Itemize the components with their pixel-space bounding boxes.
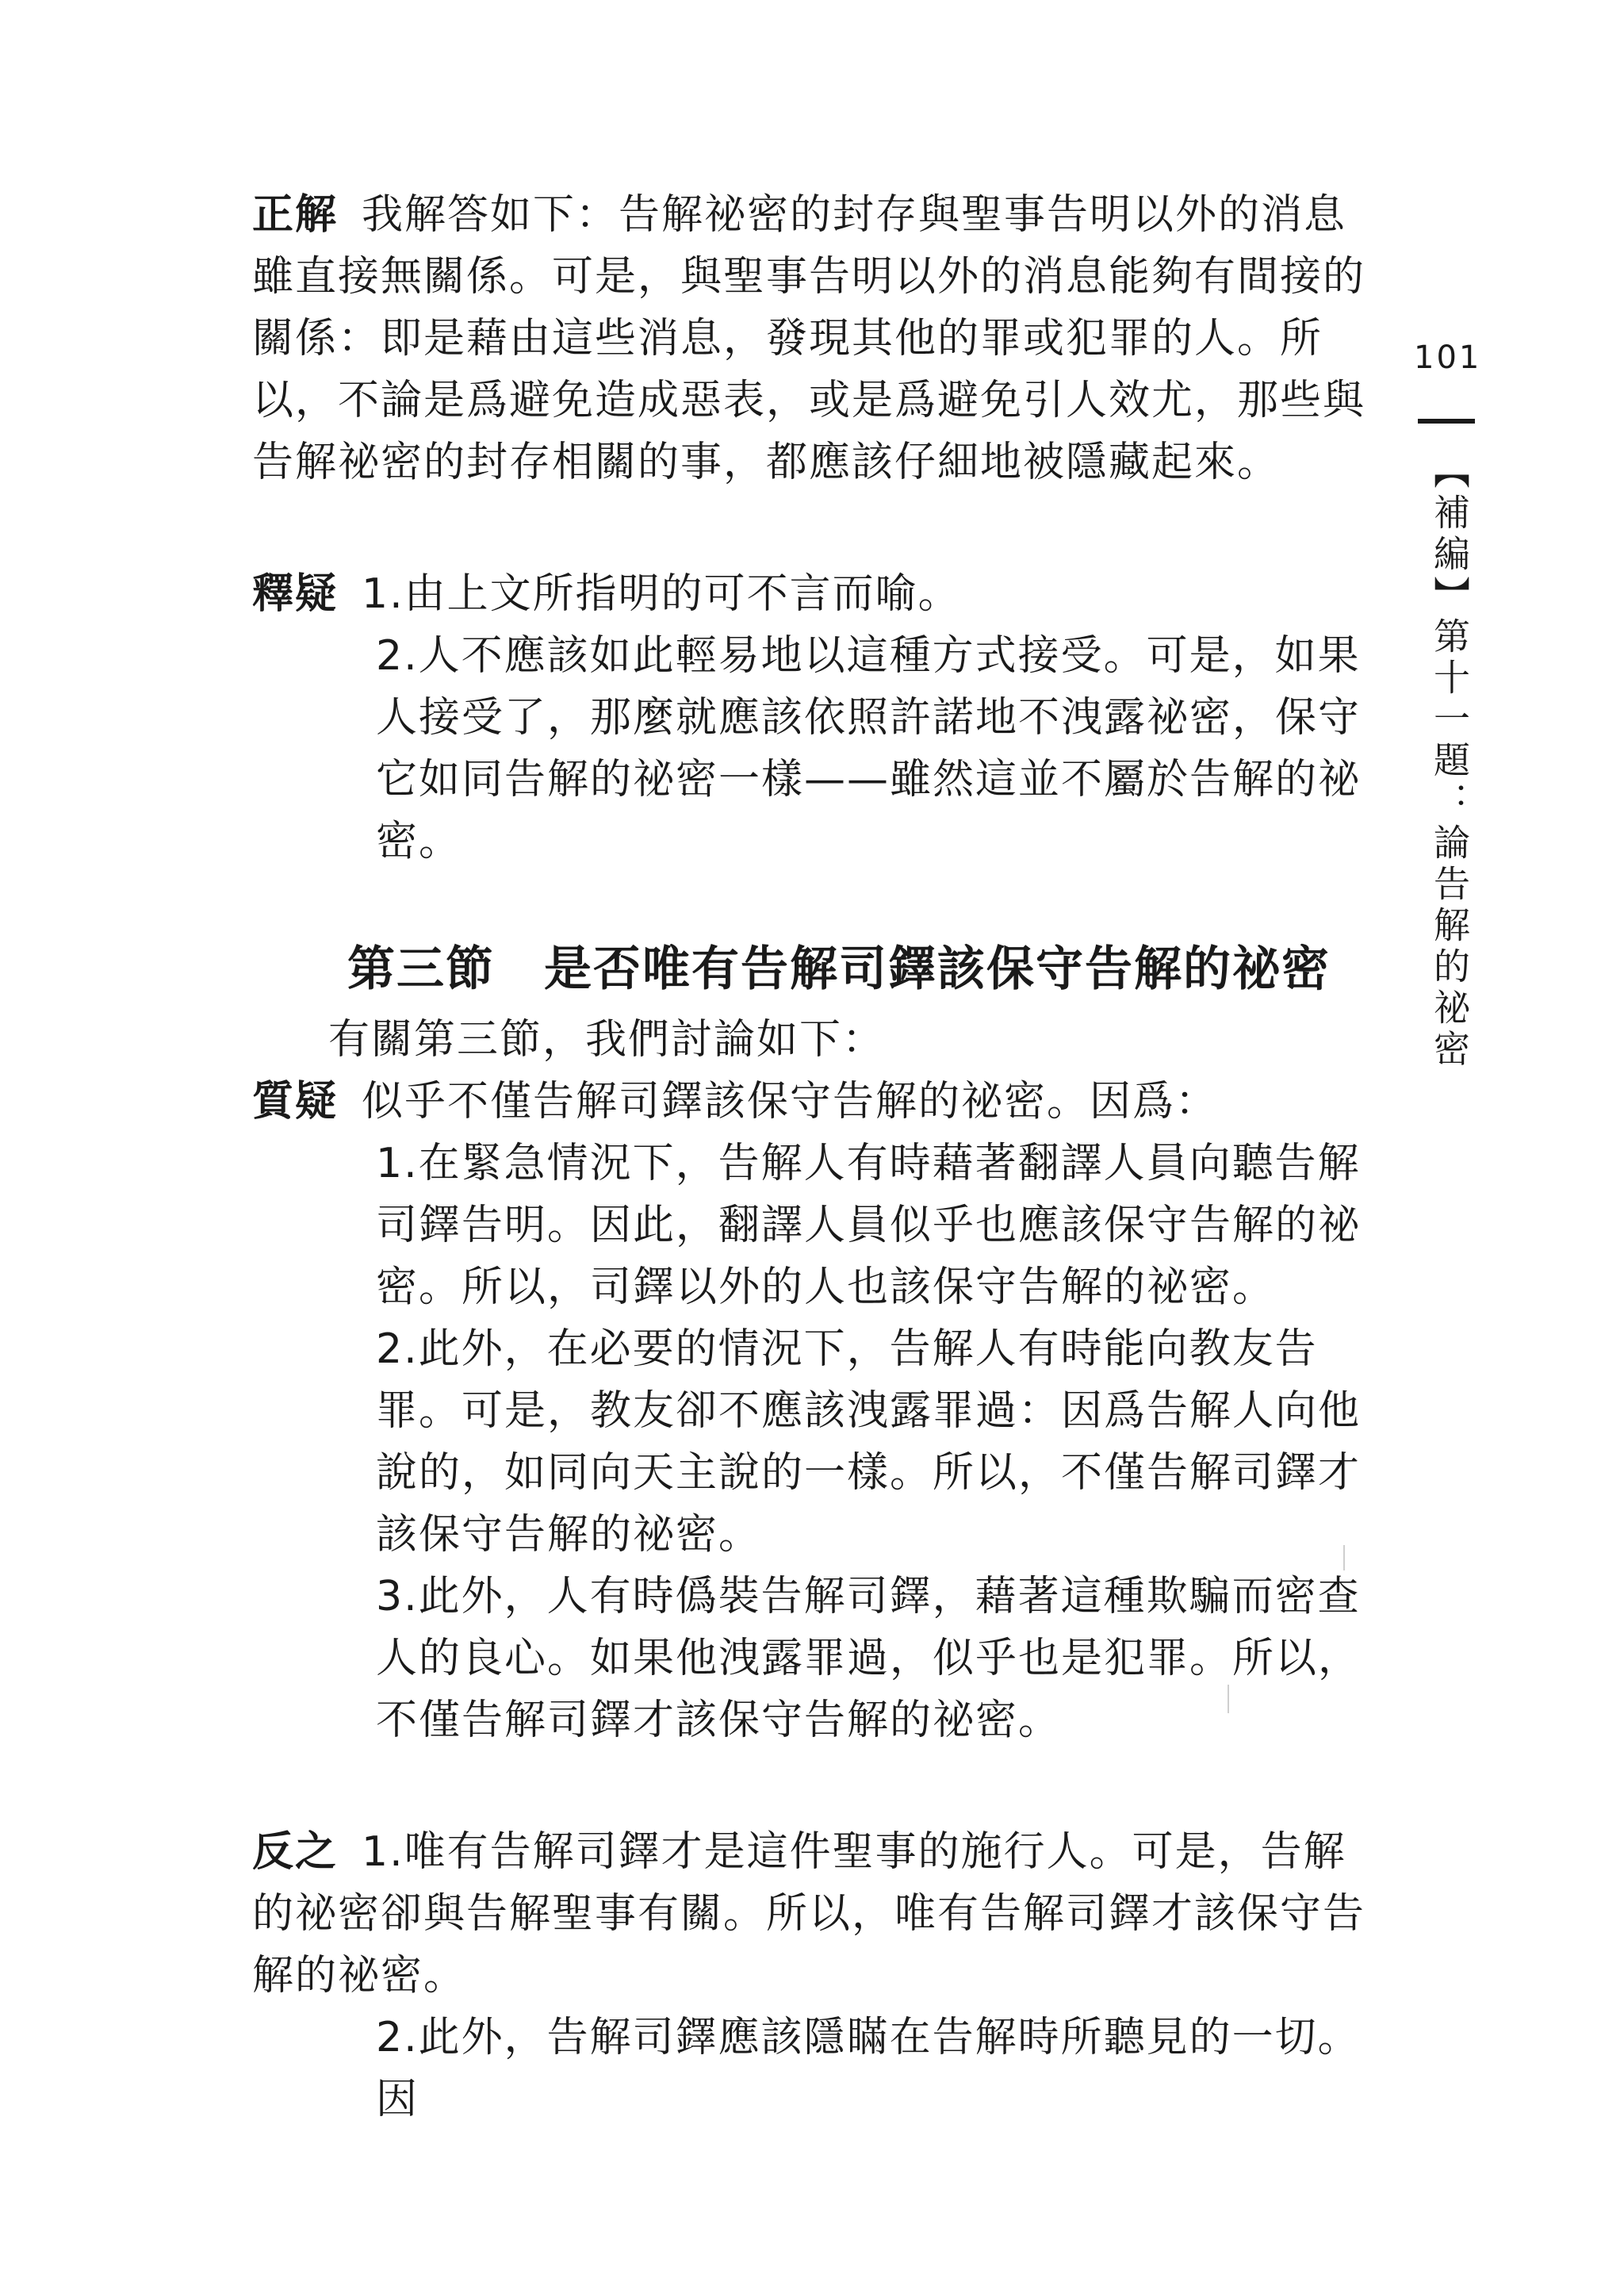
objection-3: 3.此外，人有時僞裝告解司鐸，藉著這種欺騙而密查人的良心。如果他洩露罪過，似乎也是犯罪。所以，不僅告解司鐸才該保守告解的祕密。 [376,1573,1362,1744]
reply-1-text: 1.由上文所指明的可不言而喻。 [362,570,961,618]
objection-1: 1.在緊急情況下，告解人有時藉著翻譯人員向聽告解司鐸告明。因此，翻譯人員似乎也應該保守告解的祕密。所以，司鐸以外的人也該保守告解的祕密。 [376,1140,1362,1311]
objection-paragraph [252,1071,1378,1133]
reply-label: 釋疑 [252,570,339,618]
objection-intro: 似乎不僅告解司鐸該保守告解的祕密。因爲： [362,1078,1219,1125]
objection-2: 2.此外，在必要的情況下，告解人有時能向教友告罪。可是，教友卻不應該洩露罪過：因爲告解人向他說的，如同向天主說的一樣。所以，不僅告解司鐸才該保守告解的祕密。 [376,1325,1362,1559]
contrary-paragraph-2: 2.此外，告解司鐸應該隱瞞在告解時所聽見的一切。因 [376,2014,1361,2123]
page-number: 101 [1414,339,1482,376]
reply-paragraph-2 [252,625,1378,872]
side-rule [1418,419,1475,424]
answer-label: 正解 [252,191,339,239]
reply-paragraph-1 [252,563,1378,625]
objection-label: 質疑 [252,1078,339,1125]
contrary-paragraph-1 [252,1821,1378,2007]
body-text [252,184,1378,2130]
contrary-label: 反之 [252,1828,339,1876]
section-intro: 有關第三節，我們討論如下： [328,1016,886,1064]
answer-text: 我解答如下：告解祕密的封存與聖事告明以外的消息雖直接無關係。可是，與聖事告明以外的消息能夠有間接的關係：即是藉由這些消息，發現其他的罪或犯罪的人。所以，不論是爲避免造成惡表，或是爲避免引人效尤，那些與告解祕密的封存相關的事，都應該仔細地被隱藏起來。 [252,191,1366,486]
answer-paragraph [252,184,1378,493]
running-header: 【補編】第十一題：論告解的祕密 [1428,452,1471,1071]
contrary-1-text: 1.唯有告解司鐸才是這件聖事的施行人。可是，告解的祕密卻與告解聖事有關。所以，唯有告解司鐸才該保守告解的祕密。 [252,1828,1366,2000]
section-title: 第三節 是否唯有告解司鐸該保守告解的祕密 [347,941,1331,997]
reply-2-text: 2.人不應該如此輕易地以這種方式接受。可是，如果人接受了，那麼就應該依照許諾地不洩露祕密，保守它如同告解的祕密一樣——雖然這並不屬於告解的祕密。 [376,632,1362,865]
